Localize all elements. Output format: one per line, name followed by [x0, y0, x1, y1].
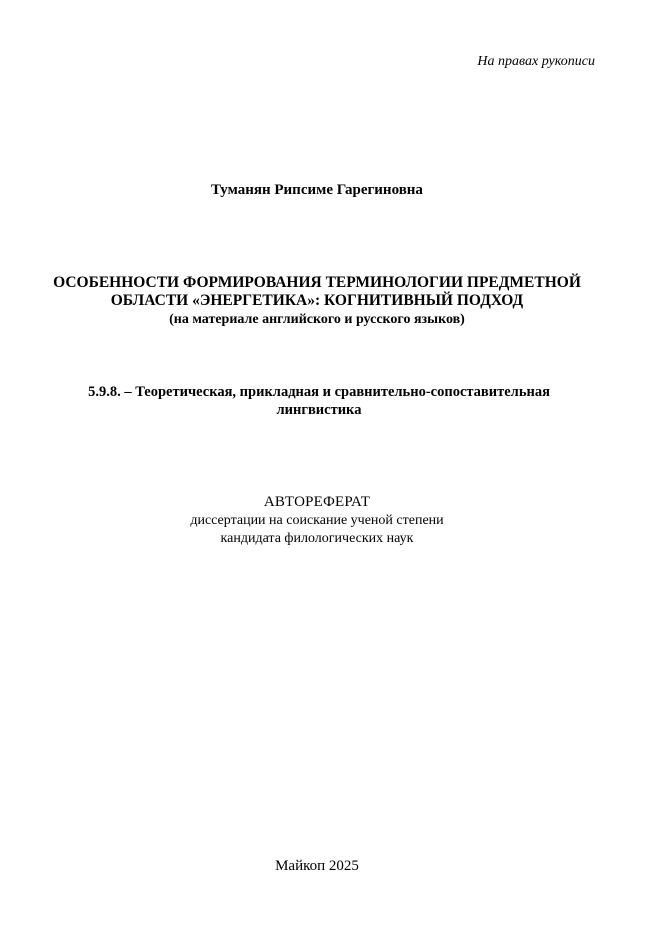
author-name: Туманян Рипсиме Гарегиновна — [211, 182, 423, 198]
specialty-line-1: 5.9.8. – Теоретическая, прикладная и сравнительно-сопоставительная — [88, 384, 550, 400]
specialty-line-2: лингвистика — [276, 402, 362, 418]
document-description-line-1: диссертации на соискание ученой степени — [190, 513, 444, 528]
dissertation-subtitle: (на материале английского и русского языков) — [169, 312, 465, 327]
manuscript-note: На правах рукописи — [477, 54, 595, 69]
document-type: АВТОРЕФЕРАТ — [263, 494, 371, 510]
place-and-year: Майкоп 2025 — [275, 858, 359, 874]
document-description-line-2: кандидата филологических наук — [220, 531, 414, 546]
dissertation-title-line-1: ОСОБЕННОСТИ ФОРМИРОВАНИЯ ТЕРМИНОЛОГИИ ПРЕДМЕТНОЙ — [53, 274, 581, 291]
dissertation-title-line-2: ОБЛАСТИ «ЭНЕРГЕТИКА»: КОГНИТИВНЫЙ ПОДХОД — [110, 292, 524, 309]
